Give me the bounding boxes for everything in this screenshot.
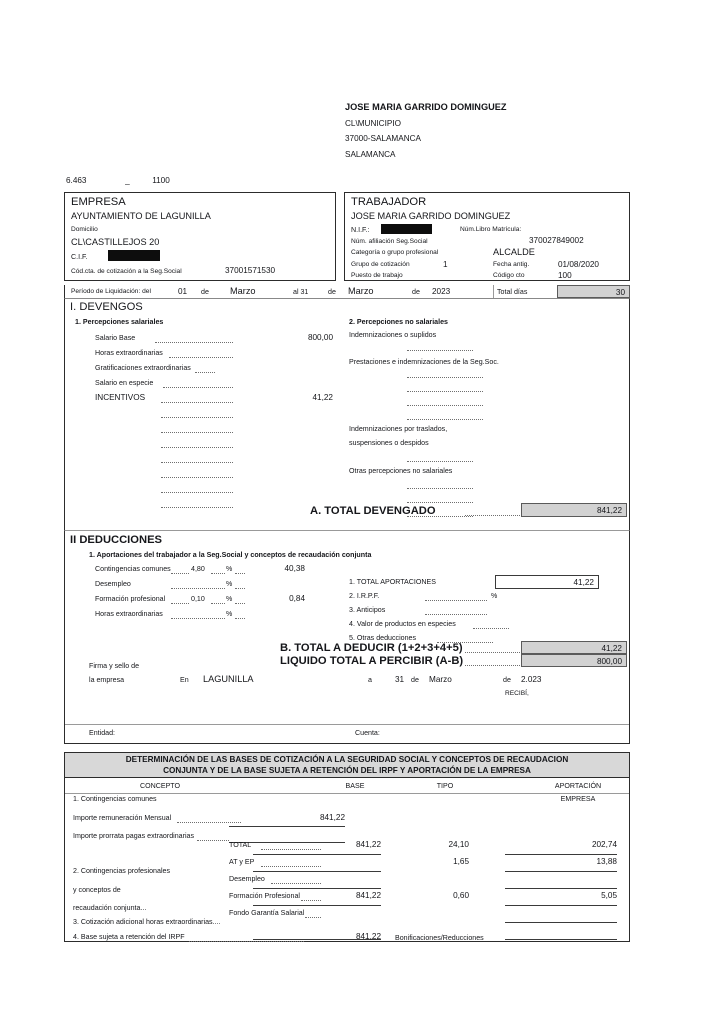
salary-row-label-2: Gratificaciones extraordinarias	[95, 364, 191, 372]
deduction-pctsign-2: %	[226, 595, 233, 603]
employer-title: EMPRESA	[71, 196, 126, 208]
total-days-value-box	[557, 285, 630, 298]
left-label-2: Importe prorrata pagas extraordinarias	[73, 832, 195, 840]
header-base: BASE	[345, 782, 365, 790]
employer-name: AYUNTAMIENTO DE LAGUNILLA	[71, 211, 211, 221]
bases-row-concepto-4: Fondo Garantía Salarial	[229, 909, 305, 917]
worker-group-label: Grupo de cotización	[351, 261, 410, 268]
nonsalary-label-4: Otras percepciones no salariales	[349, 467, 453, 475]
header-aportacion: APORTACIÓN	[554, 782, 602, 790]
deduction-rows	[95, 563, 345, 623]
total-earned-value: 841,22	[596, 506, 622, 515]
bases-row-aportacion-1: 13,88	[596, 857, 617, 866]
addressee-street: CL\MUNICIPIO	[345, 118, 401, 128]
net-pay-label: LIQUIDO TOTAL A PERCIBIR (A-B)	[280, 655, 464, 667]
employer-box	[64, 192, 336, 281]
bases-row-concepto-0: TOTAL	[229, 841, 252, 849]
date-year: 2.023	[521, 675, 542, 684]
bonifications-label: Bonificaciones/Reducciones	[395, 934, 484, 942]
deduction-pctsign-0: %	[226, 565, 233, 573]
deduction-label-1: Desempleo	[95, 580, 131, 588]
total-contributions-value: 41,22	[573, 578, 594, 587]
bases-row-base-3: 841,22	[355, 891, 381, 900]
period-year: 2023	[432, 287, 451, 296]
period-month-to: Marzo	[348, 286, 374, 296]
period-de-2: de	[328, 288, 336, 296]
left-label-4: y conceptos de	[73, 886, 121, 894]
empresa-tag: EMPRESA	[560, 795, 596, 803]
employer-cif-label: C.I.F.	[71, 253, 88, 261]
salary-row-label-1: Horas extraordinarias	[95, 349, 163, 357]
ref-dash: _	[125, 176, 130, 185]
bases-row-tipo-1: 1,65	[453, 857, 469, 866]
bases-row-base-0: 841,22	[355, 840, 381, 849]
deduction-label-0: Contingencias comunes	[95, 565, 171, 573]
worker-category-label: Categoría o grupo profesional	[351, 249, 439, 256]
irpf-pct-sign: %	[491, 592, 498, 600]
total-earned-label: A. TOTAL DEVENGADO	[310, 505, 436, 517]
total-deduct-label: B. TOTAL A DEDUCIR (1+2+3+4+5)	[280, 642, 463, 654]
bases-row-concepto-3: Formación Profesional	[229, 892, 300, 900]
period-month-from: Marzo	[230, 286, 256, 296]
worker-box	[344, 192, 630, 281]
total-contributions-box	[495, 575, 599, 589]
worker-name: JOSE MARIA GARRIDO DOMINGUEZ	[351, 211, 511, 221]
monthly-remuneration-value: 841,22	[319, 813, 345, 822]
signature-label-1: Firma y sello de	[89, 662, 140, 670]
left-label-7: 4. Base sujeta a retención del IRPF	[73, 933, 185, 941]
worker-nif-label: N.I.F.:	[351, 226, 370, 234]
entity-label: Entidad:	[89, 729, 116, 737]
left-label-3: 2. Contingencias profesionales	[73, 867, 171, 875]
right-item-label-0: 1. TOTAL APORTACIONES	[349, 578, 436, 586]
deduction-pctsign-3: %	[226, 610, 233, 618]
total-deduct-box	[521, 641, 627, 654]
account-label: Cuenta:	[355, 729, 380, 737]
left-label-5: recaudación conjunta...	[73, 904, 147, 912]
period-de-3: de	[412, 288, 420, 296]
employer-ccc-value: 37001571530	[225, 266, 276, 275]
addressee-city: 37000-SALAMANCA	[345, 134, 421, 143]
date-de-1: de	[411, 676, 419, 684]
worker-contract-code-value: 100	[558, 271, 572, 280]
bases-row-aportacion-3: 5,05	[601, 891, 617, 900]
earnings-title: I. DEVENGOS	[70, 301, 143, 313]
bases-row-aportacion-0: 202,74	[591, 840, 617, 849]
salary-row-amount-4: 41,22	[312, 393, 333, 402]
deduction-label-3: Horas extraordinarias	[95, 610, 163, 618]
addressee-name: JOSE MARIA GARRIDO DOMINGUEZ	[345, 102, 507, 112]
worker-title: TRABAJADOR	[351, 196, 427, 208]
header-tipo: TIPO	[436, 782, 454, 790]
right-item-label-1: 2. I.R.P.F.	[349, 592, 380, 600]
deduction-pct-2: 0,10	[191, 595, 205, 603]
header-concepto: CONCEPTO	[139, 782, 181, 790]
bases-banner	[65, 753, 629, 778]
salary-perceptions-title: 1. Percepciones salariales	[75, 318, 164, 326]
left-label-0: 1. Contingencias comunes	[73, 795, 157, 803]
deduction-amount-0: 40,38	[284, 564, 305, 573]
date-month: Marzo	[429, 675, 452, 684]
total-days-value: 30	[615, 288, 625, 297]
deductions-subtitle: 1. Aportaciones del trabajador a la Seg.Social y conceptos de recaudación conjunta	[89, 551, 372, 559]
addressee-block	[345, 100, 506, 162]
right-item-label-4: 5. Otras deducciones	[349, 634, 417, 642]
employer-address-value: CL\CASTILLEJOS 20	[71, 237, 160, 247]
date-day: 31	[395, 675, 405, 684]
worker-seniority-value: 01/08/2020	[558, 260, 599, 269]
period-day-from: 01	[178, 287, 188, 296]
period-de-1: de	[201, 288, 209, 296]
deduction-label-2: Formación profesional	[95, 595, 166, 603]
left-label-6: 3. Cotización adicional horas extraordinarias....	[73, 918, 221, 926]
settlement-period-bar	[64, 285, 630, 299]
nonsalary-label-3: suspensiones o despidos	[349, 439, 429, 447]
employer-address-label: Domicilio	[71, 226, 98, 233]
signature-label-2: la empresa	[89, 676, 125, 684]
bases-banner-line2: CONJUNTA Y DE LA BASE SUJETA A RETENCIÓN DEL IRPF Y APORTACIÓN DE LA EMPRESA	[163, 766, 531, 775]
date-de-2: de	[503, 676, 511, 684]
deductions-title: II DEDUCCIONES	[70, 534, 162, 546]
deduction-pctsign-1: %	[226, 580, 233, 588]
total-days-label: Total días	[497, 288, 528, 296]
deduction-amount-2: 0,84	[289, 594, 305, 603]
salary-rows	[95, 332, 345, 512]
deduction-right-items	[349, 576, 619, 646]
salary-row-label-4: INCENTIVOS	[95, 393, 146, 402]
deductions-section	[64, 530, 630, 744]
received-label: RECIBÍ,	[505, 690, 529, 697]
left-label-1: Importe remuneración Mensual	[73, 814, 172, 822]
irpf-base-value: 841,22	[355, 932, 381, 941]
bases-row-concepto-2: Desempleo	[229, 875, 265, 883]
bases-row-tipo-0: 24,10	[448, 840, 469, 849]
nonsalary-perceptions-title: 2. Percepciones no salariales	[349, 318, 448, 326]
earnings-section	[64, 299, 630, 530]
nonsalary-label-0: Indemnizaciones o suplidos	[349, 331, 437, 339]
place-value: LAGUNILLA	[203, 674, 254, 684]
period-to-day: al 31	[293, 288, 309, 296]
bases-banner-line1: DETERMINACIÓN DE LAS BASES DE COTIZACIÓN A LA SEGURIDAD SOCIAL Y CONCEPTOS DE RECAUDACION	[125, 755, 569, 764]
ref-right: 1100	[152, 176, 170, 185]
bases-row-concepto-1: AT y EP	[229, 858, 255, 866]
salary-row-label-0: Salario Base	[95, 334, 136, 342]
bases-rows	[229, 839, 625, 941]
salary-row-label-3: Salario en especie	[95, 379, 154, 387]
period-label: Período de Liquidación: del	[71, 288, 151, 295]
worker-category-value: ALCALDE	[493, 247, 535, 257]
worker-ss-value: 370027849002	[529, 236, 584, 245]
worker-book-label: Núm.Libro Matrícula:	[460, 226, 522, 233]
net-pay-box	[521, 654, 627, 667]
salary-row-amount-0: 800,00	[307, 333, 333, 342]
right-item-label-2: 3. Anticipos	[349, 606, 386, 614]
ref-left: 6.463	[66, 176, 87, 185]
addressee-province: SALAMANCA	[345, 149, 396, 159]
total-deduct-value: 41,22	[601, 644, 622, 653]
reference-numbers	[66, 176, 170, 185]
deduction-pct-0: 4,80	[191, 565, 205, 573]
worker-contract-code-label: Código cto	[493, 272, 525, 279]
date-a-label: a	[368, 676, 372, 684]
employer-cif-redacted	[108, 250, 160, 261]
employer-ccc-label: Cód.cta. de cotización a la Seg.Social	[71, 268, 182, 275]
worker-seniority-label: Fecha antig.	[493, 261, 530, 268]
place-label: En	[180, 676, 189, 684]
worker-group-value: 1	[443, 260, 448, 269]
worker-position-label: Puesto de trabajo	[351, 272, 403, 279]
total-earned-box	[521, 503, 627, 517]
net-pay-value: 800,00	[596, 657, 622, 666]
right-item-label-3: 4. Valor de productos en especies	[349, 620, 456, 628]
worker-ss-label: Núm. afiliación Seg.Social	[351, 238, 428, 245]
nonsalary-label-1: Prestaciones e indemnizaciones de la Seg.Soc.	[349, 358, 499, 366]
nonsalary-label-2: Indemnizaciones por traslados,	[349, 425, 448, 433]
bases-row-tipo-3: 0,60	[453, 891, 469, 900]
worker-nif-redacted	[381, 224, 432, 234]
contribution-bases-section	[64, 752, 630, 942]
